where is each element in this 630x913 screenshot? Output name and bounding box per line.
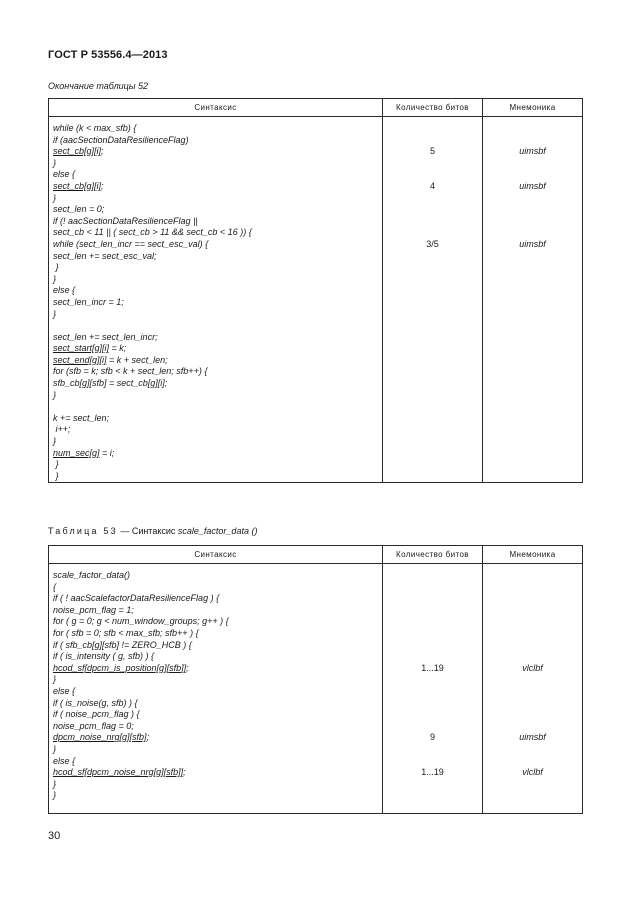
code-token: sect_len = 0; (53, 204, 105, 215)
code-token: sfb_cb[g][sfb] = sect_cb[g][i]; (53, 378, 168, 389)
code-line (53, 343, 382, 355)
syntax-code-block (49, 564, 382, 813)
code-token: noise_pcm_flag = 0; (53, 720, 134, 731)
code-line (53, 366, 382, 378)
code-token: } (53, 308, 57, 319)
column-header-bits: Количество битов (383, 99, 483, 117)
code-token: } (53, 674, 57, 685)
table-header-row (49, 99, 583, 117)
code-line (53, 169, 382, 181)
code-line (53, 239, 382, 251)
code-line (53, 413, 382, 425)
bits-value: 4 (429, 181, 435, 191)
code-line (53, 216, 382, 228)
code-line (53, 251, 382, 263)
code-line (53, 448, 382, 460)
code-token: hcod_sf[dpcm_is_position[g][sfb]] (53, 662, 187, 673)
table-header-row (49, 546, 583, 564)
code-line (53, 686, 382, 698)
bits-cell (383, 117, 483, 483)
code-line (53, 262, 382, 274)
code-token: scale_factor_data() (53, 570, 131, 580)
code-token: } (53, 743, 57, 754)
code-token: num_sec[g] (53, 447, 100, 458)
code-line (53, 651, 382, 663)
code-line (53, 756, 382, 768)
code-line (53, 779, 382, 791)
syntax-cell (49, 564, 383, 814)
code-line (53, 709, 382, 721)
code-line (53, 390, 382, 402)
table-53-caption-prefix: Таблица 53 (48, 526, 118, 536)
code-line (53, 698, 382, 710)
code-token: for ( sfb = 0; sfb < max_sfb; sfb++ ) { (53, 627, 199, 638)
code-line (53, 355, 382, 367)
code-token: else { (53, 685, 76, 696)
code-token: for ( g = 0; g < num_window_groups; g++ ) { (53, 616, 229, 627)
code-line (53, 616, 382, 628)
code-line (53, 744, 382, 756)
mnemonic-value: vlclbf (522, 662, 543, 673)
code-token: if ( is_noise(g, sfb) ) { (53, 697, 138, 708)
code-line (53, 640, 382, 652)
code-token: ; (186, 662, 189, 673)
code-line (53, 285, 382, 297)
code-token: = k; (109, 343, 127, 354)
code-token: if ( noise_pcm_flag ) { (53, 709, 140, 720)
mnemonic-value: uimsbf (519, 181, 546, 191)
code-token: } (53, 273, 57, 284)
code-line (53, 274, 382, 286)
code-token: if (aacSectionDataResilienceFlag) (53, 134, 189, 145)
code-line-spacer (53, 802, 382, 814)
code-line (53, 582, 382, 594)
code-line (53, 628, 382, 640)
table-52 (48, 98, 583, 483)
table-body-row (49, 117, 583, 483)
table-52-caption: Окончание таблицы 52 (48, 81, 148, 91)
column-header-bits: Количество битов (383, 546, 483, 564)
code-line (53, 146, 382, 158)
table-53-caption-name: scale_factor_data () (177, 526, 258, 536)
code-line (53, 309, 382, 321)
code-line (53, 401, 382, 413)
syntax-cell (49, 117, 383, 483)
code-line (53, 204, 382, 216)
code-token: } (53, 262, 59, 273)
code-line (53, 570, 382, 582)
bits-cell (383, 564, 483, 814)
code-line (53, 790, 382, 802)
code-line (53, 424, 382, 436)
code-token: if ( ! aacScalefactorDataResilienceFlag ) { (53, 593, 220, 604)
table-53 (48, 545, 583, 814)
table-53-caption-sep: — Синтаксис (117, 526, 178, 536)
code-token: sect_len_incr = 1; (53, 296, 124, 307)
code-token: } (53, 157, 57, 168)
code-token: } (53, 790, 57, 801)
code-line (53, 193, 382, 205)
code-line (53, 123, 382, 135)
code-token: sect_start[g][i] (53, 343, 110, 354)
code-line (53, 227, 382, 239)
code-line (53, 732, 382, 744)
code-token: = i; (99, 447, 115, 458)
mnemonic-value: uimsbf (519, 732, 546, 743)
code-line (53, 471, 382, 483)
code-token: k += sect_len; (53, 412, 110, 423)
code-token: sect_len += sect_len_incr; (53, 331, 158, 342)
mnemonic-value: vlclbf (522, 767, 543, 778)
column-header-syntax: Синтаксис (49, 546, 383, 564)
code-token: else { (53, 755, 76, 766)
bits-value: 5 (429, 146, 435, 157)
code-token: while (sect_len_incr == sect_esc_val) { (53, 238, 209, 249)
code-line (53, 378, 382, 390)
document-standard-header: ГОСТ Р 53556.4—2013 (48, 49, 168, 61)
code-token: if ( is_intensity ( g, sfb) ) { (53, 651, 155, 662)
table-body-row (49, 564, 583, 814)
code-token: = k + sect_len; (106, 354, 168, 365)
column-header-mnemonic: Мнемоника (483, 99, 583, 117)
code-line (53, 297, 382, 309)
mnemonic-cell (483, 564, 583, 814)
bits-value: 1...19 (421, 662, 444, 673)
code-token: while (k < max_sfb) { (53, 123, 137, 133)
code-line (53, 605, 382, 617)
code-line (53, 332, 382, 344)
code-token: else { (53, 285, 76, 296)
code-token: } (53, 192, 57, 203)
mnemonic-value: uimsbf (519, 239, 546, 249)
code-line (53, 674, 382, 686)
code-token: } (53, 470, 59, 481)
code-token: sect_end[g][i] (53, 354, 107, 365)
code-token: } (53, 389, 57, 400)
syntax-code-block (49, 117, 382, 482)
table-53-caption (48, 526, 257, 536)
column-header-mnemonic: Мнемоника (483, 546, 583, 564)
code-token: hcod_sf[dpcm_noise_nrg[g][sfb]] (53, 767, 184, 778)
code-token: sect_cb < 11 || ( sect_cb > 11 && sect_cb < 16 )) { (53, 227, 252, 238)
code-line (53, 663, 382, 675)
code-token: } (53, 436, 57, 447)
code-token: if (! aacSectionDataResilienceFlag || (53, 215, 198, 226)
code-line (53, 320, 382, 332)
code-token: dpcm_noise_nrg[g][sfb] (53, 732, 147, 743)
code-line (53, 721, 382, 733)
mnemonic-cell (483, 117, 583, 483)
page-number: 30 (48, 830, 61, 842)
mnemonic-value: uimsbf (519, 146, 546, 157)
code-line (53, 181, 382, 193)
code-token: ; (101, 180, 104, 191)
bits-value: 9 (429, 732, 435, 743)
bits-value: 1...19 (421, 767, 444, 778)
code-token: sect_len += sect_esc_val; (53, 250, 157, 261)
code-token: noise_pcm_flag = 1; (53, 604, 134, 615)
code-token: ; (101, 146, 104, 157)
code-token: } (53, 459, 59, 470)
code-line (53, 767, 382, 779)
bits-value: 3/5 (426, 239, 439, 249)
code-token: { (53, 581, 57, 592)
code-line (53, 436, 382, 448)
code-token: for (sfb = k; sfb < k + sect_len; sfb++) { (53, 366, 208, 377)
code-line (53, 459, 382, 471)
code-line (53, 135, 382, 147)
code-token: ; (146, 732, 150, 743)
code-token: sect_cb[g][i] (53, 146, 102, 157)
code-line (53, 593, 382, 605)
column-header-syntax: Синтаксис (49, 99, 383, 117)
code-token: sect_cb[g][i] (53, 180, 102, 191)
code-line (53, 158, 382, 170)
code-token: } (53, 778, 57, 789)
code-token: ; (183, 767, 186, 778)
code-token: else { (53, 169, 76, 180)
code-token: if ( sfb_cb[g][sfb] != ZERO_HCB ) { (53, 639, 192, 650)
code-token: i++; (53, 424, 71, 435)
